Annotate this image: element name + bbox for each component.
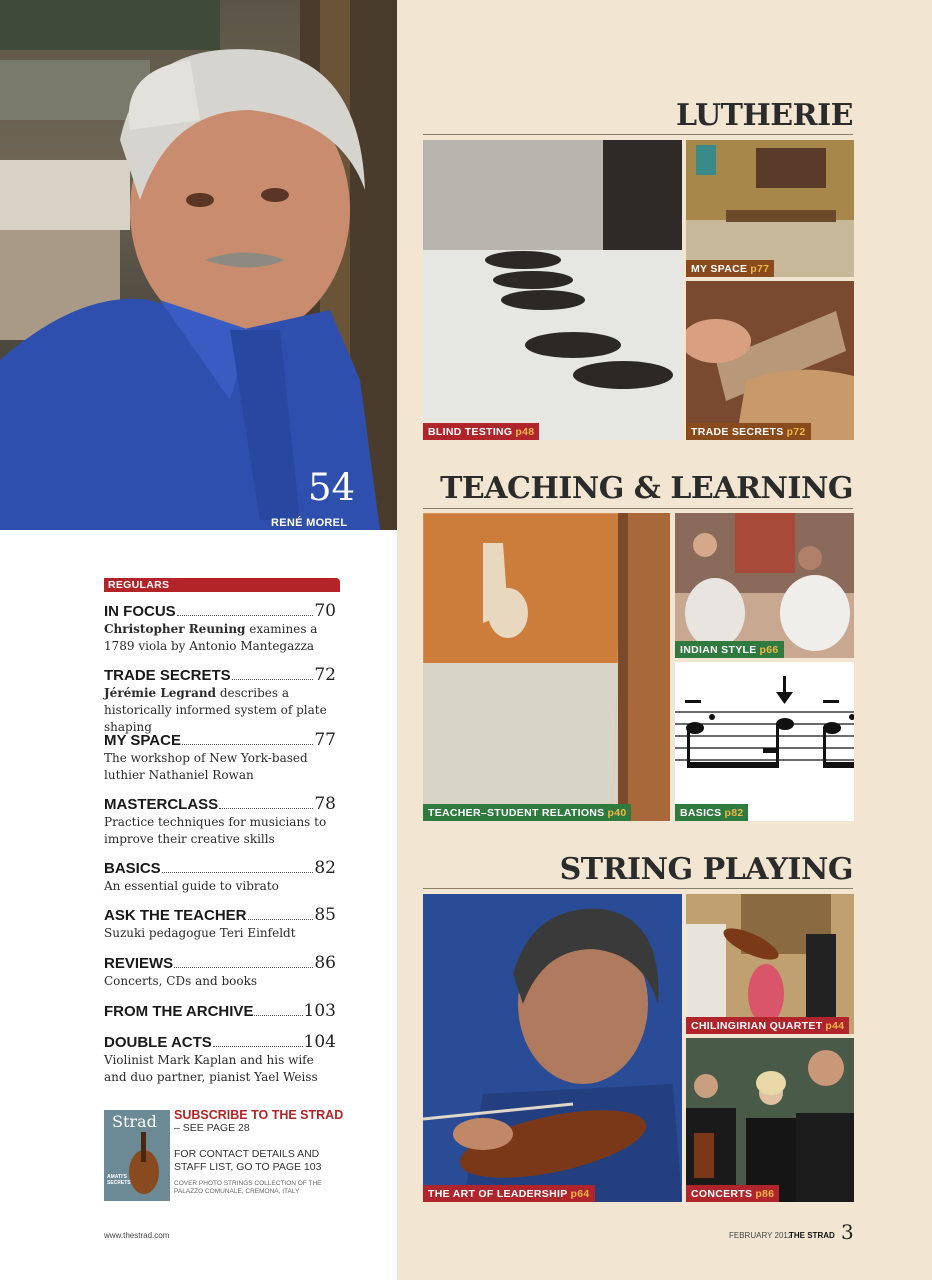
regular-title: ASK THE TEACHER bbox=[104, 907, 247, 924]
regular-title: DOUBLE ACTS bbox=[104, 1034, 212, 1051]
subscribe-see-page: – SEE PAGE 28 bbox=[174, 1122, 250, 1134]
regular-page: 82 bbox=[314, 858, 336, 878]
caption-teacher-student: TEACHER–STUDENT RELATIONS p40 bbox=[423, 804, 631, 821]
photo-teacher-student[interactable] bbox=[423, 513, 670, 821]
section-title-string-playing: STRING PLAYING bbox=[559, 852, 853, 887]
section-rule bbox=[423, 508, 853, 509]
magazine-cover-thumbnail[interactable] bbox=[104, 1110, 170, 1201]
regular-desc: An essential guide to vibrato bbox=[104, 879, 279, 893]
footer-url[interactable]: www.thestrad.com bbox=[104, 1231, 170, 1240]
footer-magazine: THE STRAD bbox=[789, 1231, 835, 1240]
regular-item-trade-secrets[interactable] bbox=[104, 667, 336, 736]
contact-details: FOR CONTACT DETAILS AND STAFF LIST, GO TO PAGE 103 bbox=[174, 1148, 322, 1173]
photo-basics[interactable] bbox=[675, 662, 854, 821]
regular-title: MY SPACE bbox=[104, 732, 181, 749]
regular-page: 86 bbox=[314, 953, 336, 973]
subscribe-block bbox=[174, 1108, 344, 1196]
regular-page: 70 bbox=[314, 601, 336, 621]
photo-trade-secrets[interactable] bbox=[686, 281, 854, 440]
caption-trade-secrets: TRADE SECRETS p72 bbox=[686, 423, 811, 440]
cover-photo-rene-morel bbox=[0, 0, 397, 530]
regular-desc: Concerts, CDs and books bbox=[104, 974, 258, 988]
regular-item-ask-the-teacher[interactable] bbox=[104, 907, 336, 942]
cover-name: RENÉ MOREL bbox=[271, 517, 348, 529]
regular-title: TRADE SECRETS bbox=[104, 667, 231, 684]
plane-illustration bbox=[686, 281, 854, 440]
caption-concerts: CONCERTS p86 bbox=[686, 1185, 779, 1202]
regular-page: 104 bbox=[303, 1032, 336, 1052]
regular-title: REVIEWS bbox=[104, 955, 174, 972]
regular-title: BASICS bbox=[104, 860, 161, 877]
photo-blind-testing[interactable] bbox=[423, 140, 682, 440]
cover-photo-credit: COVER PHOTO STRINGS COLLECTION OF THE PALAZZO COMUNALE, CREMONA, ITALY bbox=[174, 1180, 322, 1195]
regular-item-from-the-archive[interactable] bbox=[104, 1003, 336, 1020]
violinist-illustration bbox=[423, 894, 682, 1202]
violins-illustration bbox=[423, 140, 682, 440]
regular-item-in-focus[interactable] bbox=[104, 603, 336, 655]
photo-art-of-leadership[interactable] bbox=[423, 894, 682, 1202]
section-title-teaching: TEACHING & LEARNING bbox=[440, 471, 853, 506]
caption-basics: BASICS p82 bbox=[675, 804, 748, 821]
caption-indian-style: INDIAN STYLE p66 bbox=[675, 641, 784, 658]
regular-page: 85 bbox=[314, 905, 336, 925]
regular-item-reviews[interactable] bbox=[104, 955, 336, 990]
photo-concerts[interactable] bbox=[686, 1038, 854, 1202]
workshop-illustration bbox=[686, 140, 854, 277]
photo-my-space[interactable] bbox=[686, 140, 854, 277]
regular-title: MASTERCLASS bbox=[104, 796, 219, 813]
quartet-illustration bbox=[686, 894, 854, 1034]
caption-my-space: MY SPACE p77 bbox=[686, 260, 774, 277]
regular-title: FROM THE ARCHIVE bbox=[104, 1003, 254, 1020]
subscribe-title[interactable]: SUBSCRIBE TO THE STRAD bbox=[174, 1108, 344, 1122]
regular-desc: Christopher Reuning examines a 1789 viola by Antonio Mantegazza bbox=[104, 622, 318, 653]
thumb-headline: AMATI'S SECRETS bbox=[107, 1174, 131, 1186]
music-notation-illustration bbox=[675, 662, 854, 821]
regular-page: 72 bbox=[314, 665, 336, 685]
regular-page: 103 bbox=[303, 1001, 336, 1021]
regular-item-double-acts[interactable] bbox=[104, 1034, 336, 1086]
section-title-lutherie: LUTHERIE bbox=[676, 98, 853, 133]
regular-item-masterclass[interactable] bbox=[104, 796, 336, 848]
section-rule bbox=[423, 888, 853, 889]
concerts-illustration bbox=[686, 1038, 854, 1202]
regular-desc: Violinist Mark Kaplan and his wife and duo partner, pianist Yael Weiss bbox=[104, 1053, 318, 1084]
photo-chilingirian-quartet[interactable] bbox=[686, 894, 854, 1034]
footer-page-number: 3 bbox=[841, 1220, 854, 1244]
footer-date: FEBRUARY 2012 bbox=[729, 1231, 793, 1240]
caption-art-of-leadership: THE ART OF LEADERSHIP p64 bbox=[423, 1185, 595, 1202]
regular-title: IN FOCUS bbox=[104, 603, 176, 620]
mural-illustration bbox=[423, 513, 670, 821]
photo-indian-style[interactable] bbox=[675, 513, 854, 658]
regulars-banner: REGULARS bbox=[104, 578, 340, 592]
cover-number: 54 bbox=[308, 466, 356, 509]
thumb-logo: Strad bbox=[112, 1112, 157, 1131]
regular-page: 77 bbox=[314, 730, 336, 750]
regular-desc: The workshop of New York-based luthier Nathaniel Rowan bbox=[104, 751, 308, 782]
section-rule bbox=[423, 134, 853, 135]
regular-desc: Suzuki pedagogue Teri Einfeldt bbox=[104, 926, 296, 940]
regular-item-my-space[interactable] bbox=[104, 732, 336, 784]
caption-chilingirian-quartet: CHILINGIRIAN QUARTET p44 bbox=[686, 1017, 849, 1034]
regular-page: 78 bbox=[314, 794, 336, 814]
indian-style-illustration bbox=[675, 513, 854, 658]
regular-item-basics[interactable] bbox=[104, 860, 336, 895]
regular-desc: Jérémie Legrand describes a historically informed system of plate shaping bbox=[104, 686, 327, 734]
thumb-violin-illustration bbox=[104, 1110, 170, 1201]
caption-blind-testing: BLIND TESTING p48 bbox=[423, 423, 539, 440]
portrait-illustration bbox=[0, 0, 397, 530]
regular-desc: Practice techniques for musicians to improve their creative skills bbox=[104, 815, 327, 846]
